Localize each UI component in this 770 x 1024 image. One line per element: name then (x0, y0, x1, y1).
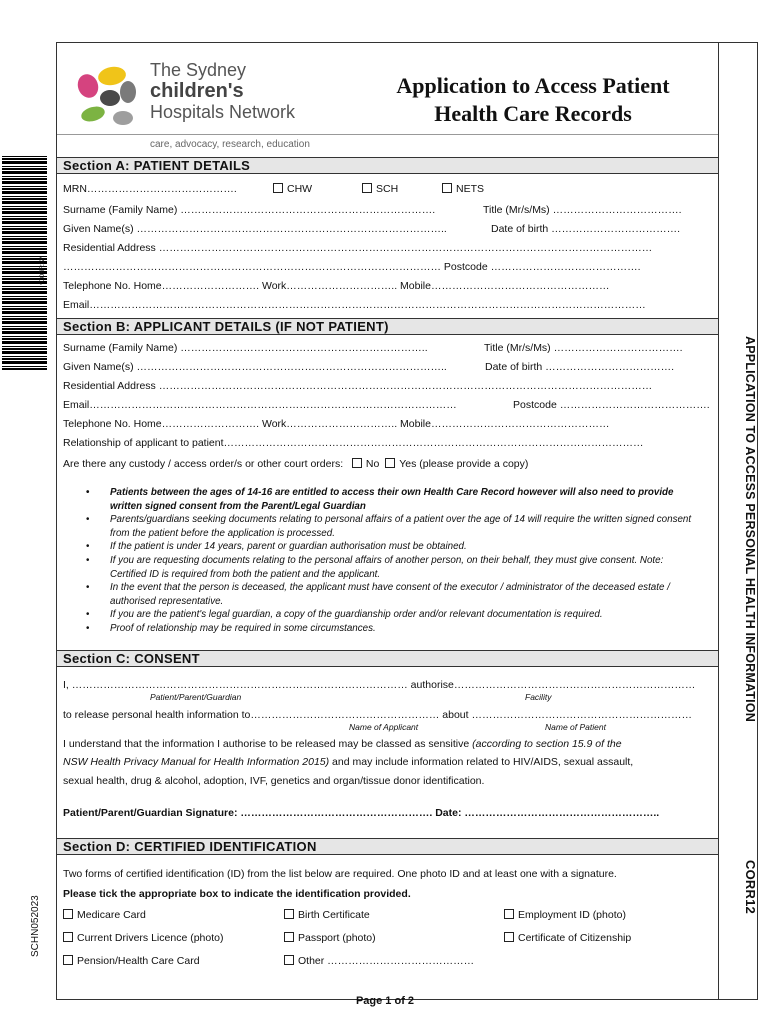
applicant-postcode-field[interactable]: Postcode ……………………………………. (513, 399, 710, 411)
id-option-birth[interactable]: Birth Certificate (284, 909, 370, 921)
logo-tagline: care, advocacy, research, education (150, 139, 310, 150)
signature-field[interactable]: Patient/Parent/Guardian Signature: ………………………………………………. Date: ……………………………………………….. (63, 807, 660, 819)
custody-question: Are there any custody / access order/s or other court orders: No Yes (please provide a copy) (63, 458, 529, 470)
caption-patient-name: Name of Patient (545, 722, 606, 732)
checkbox[interactable] (284, 955, 294, 965)
sch-checkbox[interactable] (362, 183, 372, 193)
patient-dob-field[interactable]: Date of birth ………………………………. (491, 223, 681, 235)
applicant-title-field[interactable]: Title (Mr/s/Ms) ………………………………. (484, 342, 683, 354)
divider (57, 134, 718, 135)
applicant-telephone-field[interactable]: Telephone No. Home………………………. Work………………………….. Mobile…………………………………………… (63, 418, 610, 430)
patient-surname-field[interactable]: Surname (Family Name) ………………………………………………………………. (63, 204, 436, 216)
list-item: • Proof of relationship may be required in some circumstances. (90, 622, 700, 636)
id-option-employment[interactable]: Employment ID (photo) (504, 909, 626, 921)
id-option-passport[interactable]: Passport (photo) (284, 932, 376, 944)
page-title: Application to Access Patient Health Care Records (396, 73, 670, 126)
applicant-notes (90, 486, 700, 636)
list-item: • If the patient is under 14 years, parent or guardian authorisation must be obtained. (90, 540, 700, 554)
patient-postcode-field[interactable]: ……………………………………………………………………………………………… Postcode ……………………………………. (63, 261, 641, 273)
logo-text: The Sydney children's Hospitals Network (150, 60, 296, 122)
patient-email-field[interactable]: Email…………………………………………………………………………………………………………………………………………… (63, 299, 646, 311)
sch-option[interactable]: SCH (362, 183, 398, 195)
consent-text-1: I understand that the information I authorise to be released may be classed as sensitive (according to section 15.9 of the (63, 738, 622, 750)
checkbox[interactable] (63, 955, 73, 965)
authorise-field[interactable]: I, …………………………………………………………………………………… authorise…………………………………………………………… (63, 679, 696, 691)
checkbox[interactable] (504, 909, 514, 919)
patient-telephone-field[interactable]: Telephone No. Home………………………. Work………………………….. Mobile…………………………………………… (63, 280, 610, 292)
nets-checkbox[interactable] (442, 183, 452, 193)
id-option-citizenship[interactable]: Certificate of Citizenship (504, 932, 631, 944)
applicant-address-field[interactable]: Residential Address …………………………………………………………………………………………………………………………… (63, 380, 653, 392)
caption-facility: Facility (525, 692, 552, 702)
form-code: CORR12 (743, 860, 758, 914)
applicant-dob-field[interactable]: Date of birth ………………………………. (485, 361, 675, 373)
consent-text-3: sexual health, drug & alcohol, adoption, IVF, genetics and organ/tissue donor identification. (63, 775, 485, 787)
checkbox[interactable] (504, 932, 514, 942)
patient-given-name-field[interactable]: Given Name(s) …………………………………………………………………………….. (63, 223, 447, 235)
id-option-pension[interactable]: Pension/Health Care Card (63, 955, 200, 967)
chw-checkbox[interactable] (273, 183, 283, 193)
custody-yes-checkbox[interactable] (385, 458, 395, 468)
list-item: • Patients between the ages of 14-16 are entitled to access their own Health Care Record however will also need to provide written signed consent from the Parent/Legal Guardian (90, 486, 700, 513)
mrn-field[interactable]: MRN……………………………………. (63, 183, 237, 195)
relationship-field[interactable]: Relationship of applicant to patient………………………………………………………………………………………………………… (63, 437, 644, 449)
section-c-heading: Section C: CONSENT (57, 650, 718, 667)
patient-address-field[interactable]: Residential Address …………………………………………………………………………………………………………………………… (63, 242, 653, 254)
list-item: • Parents/guardians seeking documents relating to personal affairs of a patient over the age of 14 will require the written signed consent from the patient before the application is processed. (90, 513, 700, 540)
id-intro: Two forms of certified identification (ID) from the list below are required. One photo ID and at least one with a signature. (63, 868, 617, 880)
custody-no-checkbox[interactable] (352, 458, 362, 468)
id-option-medicare[interactable]: Medicare Card (63, 909, 146, 921)
checkbox[interactable] (284, 932, 294, 942)
checkbox[interactable] (63, 909, 73, 919)
page-number: Page 1 of 2 (355, 995, 415, 1007)
caption-patient: Patient/Parent/Guardian (150, 692, 242, 702)
consent-text-2: NSW Health Privacy Manual for Health Information 2015) and may include information related to HIV/AIDS, sexual assault, (63, 756, 634, 768)
barcode-label: *CORR12* (40, 255, 46, 285)
list-item: • In the event that the person is deceased, the applicant must have consent of the executor / administrator of the deceased estate / authorised representative. (90, 581, 700, 608)
section-b-heading: Section B: APPLICANT DETAILS (IF NOT PATIENT) (57, 318, 718, 335)
checkbox[interactable] (63, 932, 73, 942)
side-title: APPLICATION TO ACCESS PERSONAL HEALTH INFORMATION (743, 336, 757, 722)
applicant-email-field[interactable]: Email…………………………………………………………………………………………… (63, 399, 457, 411)
network-logo-icon (68, 62, 148, 132)
chw-option[interactable]: CHW (273, 183, 312, 195)
id-option-other[interactable]: Other …………………………………… (284, 955, 474, 967)
list-item: • If you are requesting documents relating to the personal affairs of another person, on their behalf, they must give consent. Note: Certified ID is required from both the patient and the applicant. (90, 554, 700, 581)
patient-title-field[interactable]: Title (Mr/s/Ms) ………………………………. (483, 204, 682, 216)
section-a-heading: Section A: PATIENT DETAILS (57, 157, 718, 174)
caption-applicant: Name of Applicant (349, 722, 419, 732)
document-number: SCHN052023 (30, 895, 41, 957)
release-to-field[interactable]: to release personal health information to……………………………………………… about ……………………………………………………… (63, 709, 692, 721)
checkbox[interactable] (284, 909, 294, 919)
list-item: • If you are the patient's legal guardian, a copy of the guardianship order and/or relevant documentation is required. (90, 608, 700, 622)
section-d-heading: Section D: CERTIFIED IDENTIFICATION (57, 838, 718, 855)
id-option-licence[interactable]: Current Drivers Licence (photo) (63, 932, 223, 944)
applicant-surname-field[interactable]: Surname (Family Name) …………………………………………………………….. (63, 342, 428, 354)
nets-option[interactable]: NETS (442, 183, 484, 195)
id-instruction: Please tick the appropriate box to indicate the identification provided. (63, 888, 411, 900)
applicant-given-name-field[interactable]: Given Name(s) …………………………………………………………………………….. (63, 361, 447, 373)
